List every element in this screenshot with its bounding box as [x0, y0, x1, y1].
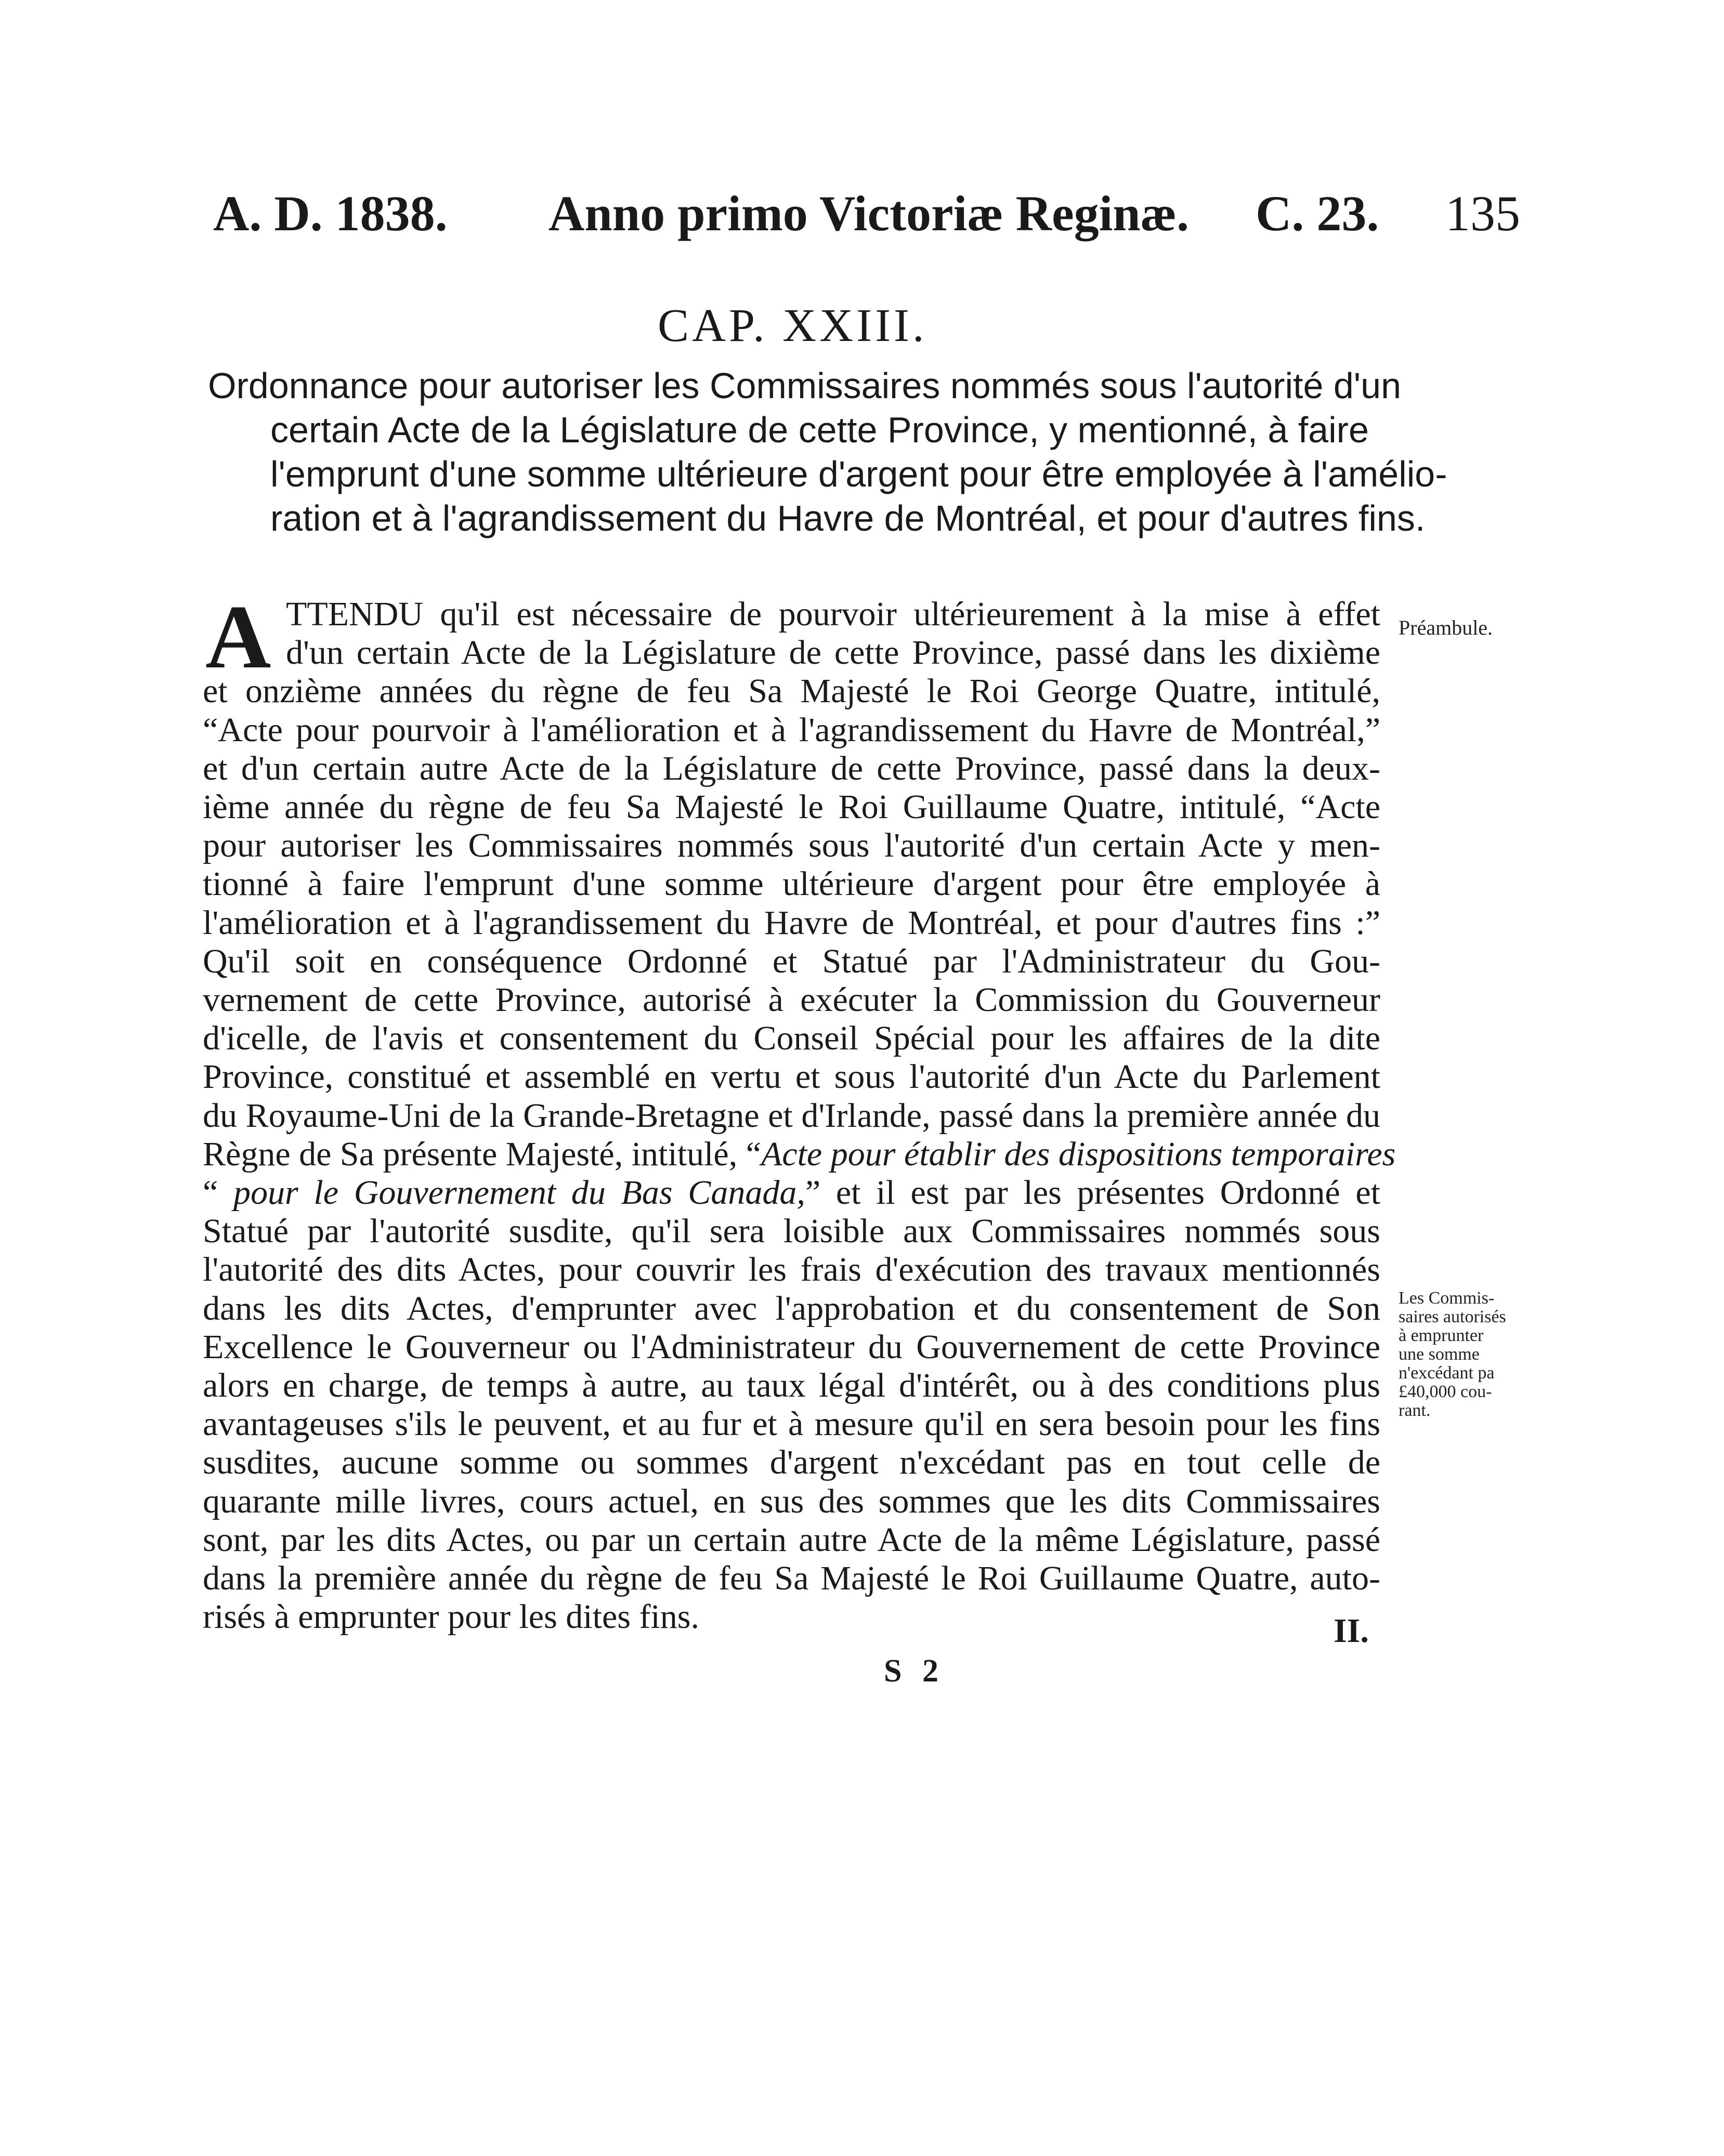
margin-note-loan — [1399, 1289, 1506, 1420]
page-number: 135 — [1445, 186, 1520, 241]
title-line: ration et à l'agrandissement du Havre de Montréal, et pour d'autres fins. — [270, 498, 1426, 538]
body-line: sont, par les dits Actes, ou par un certain autre Acte de la même Législature, passé — [203, 1520, 1380, 1559]
ordinance-title — [208, 364, 1447, 541]
body-line: et onzième années du règne de feu Sa Majesté le Roi George Quatre, intitulé, — [203, 672, 1380, 711]
margin-note-line: à emprunter — [1399, 1326, 1484, 1345]
title-line: Ordonnance pour autoriser les Commissaires nommés sous l'autorité d'un — [208, 365, 1401, 406]
body-line: Excellence le Gouverneur ou l'Administrateur du Gouvernement de cette Province — [203, 1327, 1380, 1366]
header-year: A. D. 1838. — [213, 186, 448, 241]
body-line-text: ” et il est par les présentes Ordonné et — [805, 1174, 1380, 1212]
body-line: susdites, aucune somme ou sommes d'argent n'excédant pas en tout celle de — [203, 1443, 1380, 1482]
margin-note-line: £40,000 cou- — [1399, 1382, 1492, 1401]
body-line: quarante mille livres, cours actuel, en sus des sommes que les dits Commissaires — [203, 1482, 1380, 1520]
body-line: d'un certain Acte de la Législature de cette Province, passé dans les dixième — [286, 634, 1380, 672]
title-line: certain Acte de la Législature de cette Province, y mentionné, à faire — [270, 410, 1369, 450]
running-header — [0, 185, 1724, 247]
margin-note-line: une somme — [1399, 1345, 1480, 1364]
drop-cap: A — [205, 586, 271, 687]
chapter-heading: CAP. XXIII. — [658, 300, 928, 351]
body-line-text: Règne de Sa présente Majesté, intitulé, “ — [203, 1135, 761, 1173]
body-line-italic-b — [203, 1174, 1380, 1212]
body-line-italic-a — [203, 1135, 1396, 1174]
margin-note-preamble: Préambule. — [1399, 616, 1493, 639]
body-line: et d'un certain autre Acte de la Législature de cette Province, passé dans la deux- — [203, 749, 1380, 787]
body-text — [203, 586, 1396, 1636]
body-line: l'autorité des dits Actes, pour couvrir les frais d'exécution des travaux mentionnés — [203, 1251, 1380, 1289]
margin-note-line: n'excédant pa — [1399, 1363, 1495, 1383]
act-title-italic: Acte pour établir des dispositions temporaires — [761, 1135, 1396, 1173]
body-line: dans les dits Actes, d'emprunter avec l'approbation et du consentement de Son — [203, 1289, 1380, 1327]
body-line: Qu'il soit en conséquence Ordonné et Statué par l'Administrateur du Gou- — [203, 942, 1380, 980]
title-line: l'emprunt d'une somme ultérieure d'argent pour être employée à l'amélio- — [270, 454, 1447, 494]
catchword: II. — [1334, 1612, 1369, 1650]
body-line: l'amélioration et à l'agrandissement du Havre de Montréal, et pour d'autres fins :” — [203, 903, 1380, 942]
signature-mark: S 2 — [884, 1653, 945, 1689]
body-line: d'icelle, de l'avis et consentement du Conseil Spécial pour les affaires de la dite — [203, 1019, 1380, 1058]
body-line: tionné à faire l'emprunt d'une somme ultérieure d'argent pour être employée à — [203, 865, 1380, 903]
margin-note-line: saires autorisés — [1399, 1307, 1506, 1326]
margin-note-line: rant. — [1399, 1401, 1431, 1420]
body-line: Statué par l'autorité susdite, qu'il sera loisible aux Commissaires nommés sous — [203, 1212, 1380, 1251]
act-title-italic: pour le Gouvernement du Bas Canada, — [233, 1174, 805, 1212]
body-line: risés à emprunter pour les dites fins. — [203, 1598, 699, 1636]
body-line: avantageuses s'ils le peuvent, et au fur et à mesure qu'il en sera besoin pour les fins — [203, 1405, 1380, 1443]
header-title: Anno primo Victoriæ Reginæ. — [548, 186, 1189, 241]
body-line: “Acte pour pourvoir à l'amélioration et à l'agrandissement du Havre de Montréal,” — [203, 711, 1380, 749]
body-line: dans la première année du règne de feu Sa Majesté le Roi Guillaume Quatre, auto- — [203, 1559, 1380, 1598]
body-line: du Royaume-Uni de la Grande-Bretagne et d'Irlande, passé dans la première année du — [203, 1096, 1380, 1135]
body-line: alors en charge, de temps à autre, au taux légal d'intérêt, ou à des conditions plus — [203, 1366, 1380, 1405]
body-line: ième année du règne de feu Sa Majesté le Roi Guillaume Quatre, intitulé, “Acte — [203, 788, 1380, 826]
body-line: TTENDU qu'il est nécessaire de pourvoir ultérieurement à la mise à effet — [286, 595, 1380, 633]
body-line-text: “ — [203, 1174, 233, 1212]
header-chapter: C. 23. — [1256, 186, 1379, 241]
margin-note-line: Les Commis- — [1399, 1289, 1495, 1308]
body-line: vernement de cette Province, autorisé à exécuter la Commission du Gouverneur — [203, 981, 1380, 1019]
body-line: pour autoriser les Commissaires nommés sous l'autorité d'un certain Acte y men- — [203, 826, 1380, 865]
body-line: Province, constitué et assemblé en vertu et sous l'autorité d'un Acte du Parlement — [203, 1058, 1380, 1096]
